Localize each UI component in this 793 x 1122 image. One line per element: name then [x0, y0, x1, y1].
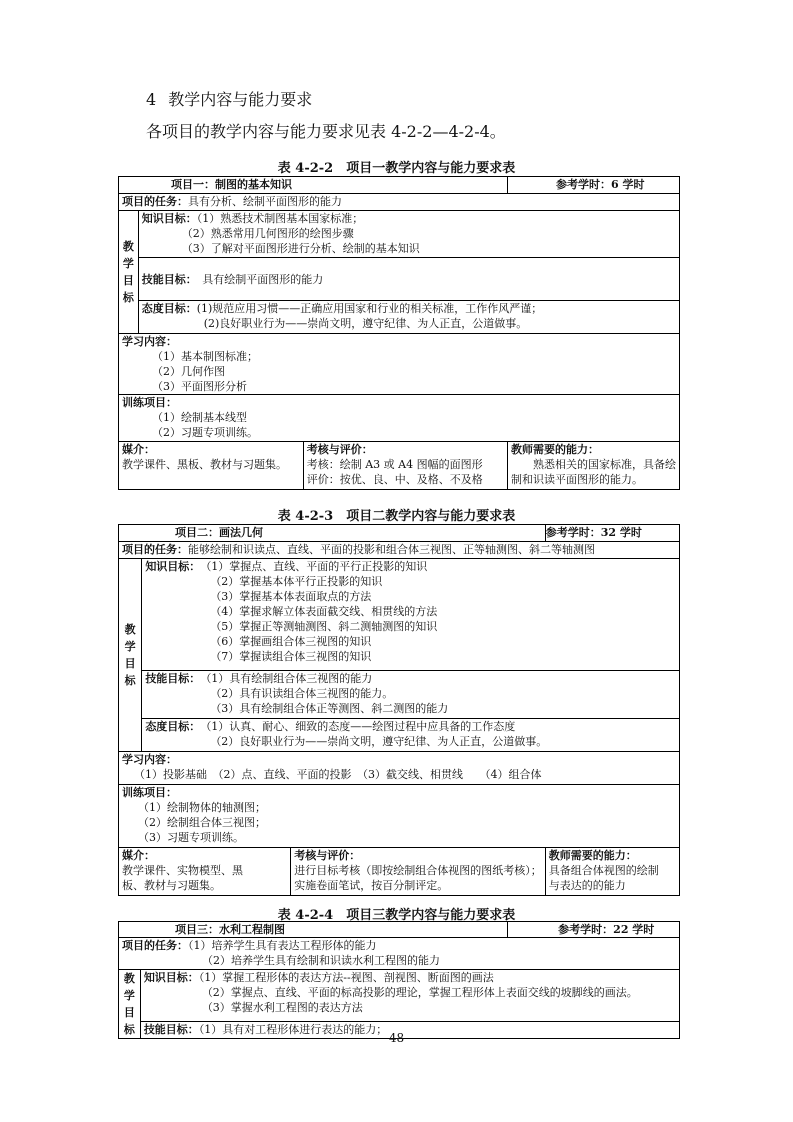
table2-teacher: 教师需要的能力： 具备组合体视图的绘制 与表达的的能力 [545, 848, 679, 896]
section-title: 教学内容与能力要求 [168, 90, 313, 109]
table2-teaching-goal-label: 教 学 目 标 [119, 559, 142, 752]
table2-project: 项目二：画法几何 [119, 525, 546, 542]
table3 [118, 921, 680, 1039]
table2-knowledge: 知识目标： （1）掌握点、直线、平面的平行正投影的知识 （2）掌握基本体平行正投影的知识 （3）掌握基本体表面取点的方法 （4）掌握求解立体表面截交线、相贯线的方法 （5）掌握正等测轴测图、斜二测轴测图的知识 （6）掌握画组合体三视图的知识 （7）掌握读组合体三视图的知识 [142, 559, 680, 671]
table1-skill: 技能目标： 具有绘制平面图形的能力 [138, 258, 679, 301]
table1 [118, 176, 680, 490]
table2-training: 训练项目： （1）绘制物体的轴测图； （2）绘制组合体三视图； （3）习题专项训练。 [119, 785, 680, 848]
table1-content: 学习内容： （1）基本制图标准； （2）几何作图 （3）平面图形分析 [119, 334, 680, 395]
table2-task-row: 项目的任务：能够绘制和识读点、直线、平面的投影和组合体三视图、正等轴测图、斜二等轴测图 [119, 542, 680, 559]
table1-knowledge: 知识目标：（1）熟悉技术制图基本国家标准； （2）熟悉常用几何图形的绘图步骤 （3）了解对平面图形进行分析、绘制的基本知识 [138, 211, 679, 258]
table3-teaching-goal-label: 教 学 目 标 [119, 970, 141, 1039]
intro-paragraph: 各项目的教学内容与能力要求见表 4-2-2—4-2-4。 [146, 122, 506, 141]
table3-project: 项目三：水利工程制图 [119, 922, 508, 938]
table2-assessment: 考核与评价： 进行目标考核（即按绘制组合体视图的图纸考核）； 实施卷面笔试，按百分制评定。 [291, 848, 546, 896]
table3-skill: 技能目标：（1）具有对工程形体进行表达的能力； [140, 1021, 679, 1038]
section-number: 4 [146, 90, 157, 109]
table1-attitude: 态度目标：(1)规范应用习惯——正确应用国家和行业的相关标准，工作作风严谨； (2)良好职业行为——崇尚文明，遵守纪律、为人正直，公道做事。 [138, 301, 679, 334]
table1-project: 项目一：制图的基本知识 [119, 177, 508, 194]
table3-knowledge: 知识目标：（1）掌握工程形体的表达方法--视图、剖视图、断面图的画法 （2）掌握点、直线、平面的标高投影的理论，掌握工程形体上表面交线的坡脚线的画法。 （3）掌握水利工程图的表达方法 [140, 970, 679, 1022]
table1-task: 具有分析、绘制平面图形的能力 [188, 195, 342, 208]
table2-skill: 技能目标： （1）具有绘制组合体三视图的能力 （2）具有识读组合体三视图的能力。 （3）具有绘制组合体正等测图、斜二测图的能力 [142, 671, 680, 719]
table2-content: 学习内容： （1）投影基础 （2）点、直线、平面的投影 （3）截交线、相贯线 （4）组合体 [119, 752, 680, 785]
table1-assessment: 考核与评价： 考核：绘制 A3 或 A4 图幅的面图形 评价：按优、良、中、及格、不及格 [303, 442, 507, 490]
table1-caption: 表 4-2-2 项目一教学内容与能力要求表 [277, 161, 516, 176]
page-number: 48 [388, 1031, 405, 1045]
section-heading [146, 87, 312, 110]
table2-media: 媒介： 教学课件、实物模型、黑 板、教材与习题集。 [119, 848, 291, 896]
table2-attitude: 态度目标： （1）认真、耐心、细致的态度——绘图过程中应具备的工作态度 （2）良好职业行为——崇尚文明，遵守纪律、为人正直，公道做事。 [142, 719, 680, 752]
table1-teaching-goal-label: 教 学 目 标 [119, 211, 139, 334]
task-label: 项目的任务： [122, 195, 188, 208]
table3-task-row: 项目的任务：（1）培养学生具有表达工程形体的能力 （2）培养学生具有绘制和识读水利工程图的能力 [119, 938, 680, 970]
table2-hours: 参考学时：32 学时 [545, 525, 679, 542]
table2 [118, 524, 680, 896]
table1-hours: 参考学时：6 学时 [507, 177, 679, 194]
table2-caption: 表 4-2-3 项目二教学内容与能力要求表 [277, 509, 516, 524]
table3-caption: 表 4-2-4 项目三教学内容与能力要求表 [277, 908, 516, 923]
table3-hours: 参考学时：22 学时 [508, 922, 680, 938]
table1-teacher: 教师需要的能力： 熟悉相关的国家标准，具备绘 制和识读平面图形的能力。 [507, 442, 679, 490]
table1-task-row [119, 194, 680, 211]
table1-media: 媒介： 教学课件、黑板、教材与习题集。 [119, 442, 304, 490]
table1-training: 训练项目： （1）绘制基本线型 （2）习题专项训练。 [119, 395, 680, 442]
